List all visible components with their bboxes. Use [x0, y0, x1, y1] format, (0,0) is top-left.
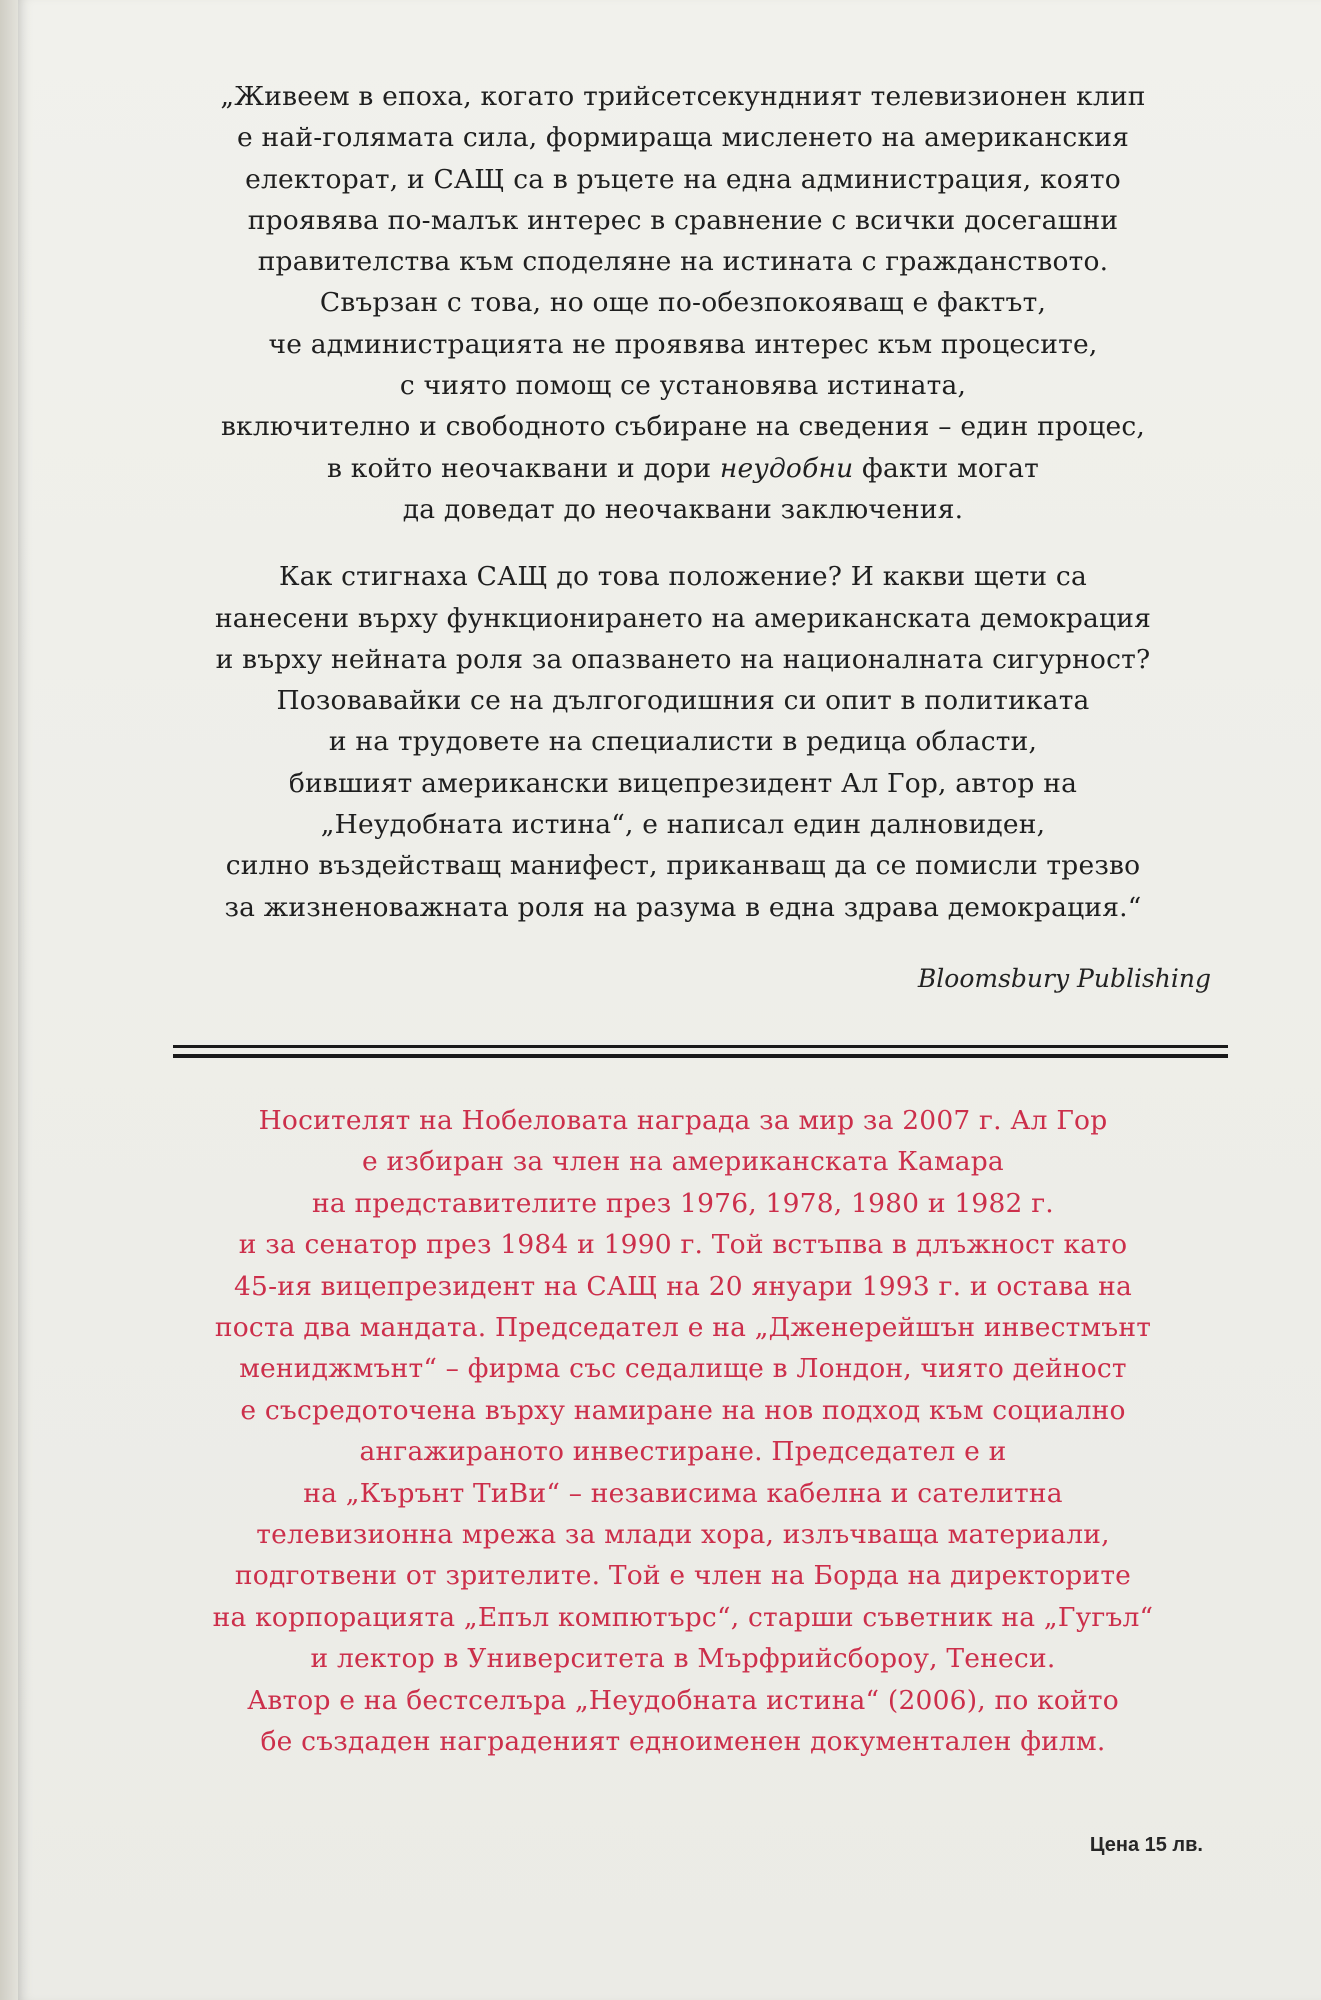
bio-line: бе създаден награденият едноименен документален филм. — [260, 1726, 1106, 1758]
quote-line: е най-голямата сила, формираща мисленето на американския — [236, 122, 1130, 154]
quote-text: в който неочаквани и дори — [327, 452, 720, 484]
quote-line-with-italic — [138, 448, 1228, 489]
blurb-quote — [138, 76, 1228, 928]
quote-line: и върху нейната роля за опазването на националната сигурност? — [215, 643, 1151, 675]
quote-line: и на трудовете на специалисти в редица области, — [328, 726, 1038, 758]
quote-italic-word: неудобни — [719, 452, 854, 484]
bio-line: е избиран за член на американската Камара — [362, 1146, 1004, 1178]
quote-line: включително и свободното събиране на сведения – един процес, — [220, 411, 1146, 443]
rule-line — [173, 1054, 1228, 1058]
quote-line: нанесени върху функционирането на американската демокрация — [214, 602, 1152, 634]
bio-line: на „Кърънт ТиВи“ – независима кабелна и сателитна — [303, 1477, 1063, 1509]
paragraph-gap — [138, 530, 1228, 556]
publisher-attribution: Bloomsbury Publishing — [917, 964, 1211, 993]
quote-line: електорат, и САЩ са в ръцете на една администрация, която — [245, 163, 1121, 195]
bio-line: мениджмънт“ – фирма със седалище в Лондон, чиято дейност — [239, 1353, 1127, 1385]
rule-line — [173, 1045, 1228, 1048]
quote-line: правителства към споделяне на истината с гражданството. — [257, 246, 1109, 278]
bio-line: телевизионна мрежа за млади хора, излъчваща материали, — [256, 1519, 1110, 1551]
bio-line: и лектор в Университета в Мърфрийсбороу, Тенеси. — [310, 1643, 1056, 1675]
book-spine-edge — [0, 0, 18, 2000]
bio-line: и за сенатор през 1984 и 1990 г. Той встъпва в длъжност като — [238, 1229, 1128, 1261]
quote-line: бившият американски вицепрезидент Ал Гор, автор на — [288, 767, 1078, 799]
bio-line: е съсредоточена върху намиране на нов подход към социално — [240, 1394, 1126, 1426]
bio-line: Автор е на бестселъра „Неудобната истина“ (2006), по който — [247, 1684, 1119, 1716]
quote-line: с чиято помощ се установява истината, — [399, 370, 967, 402]
back-cover — [18, 0, 1321, 2000]
quote-line: за жизненоважната роля на разума в една здрава демокрация.“ — [224, 891, 1142, 923]
quote-line: че администрацията не проявява интерес към процесите, — [268, 328, 1098, 360]
quote-line: силно въздействащ манифест, приканващ да се помисли трезво — [225, 850, 1141, 882]
author-biography — [128, 1100, 1238, 1763]
bio-line: на представителите през 1976, 1978, 1980 и 1982 г. — [312, 1187, 1054, 1219]
quote-line: Как стигнаха САЩ до това положение? И какви щети са — [279, 561, 1087, 593]
bio-line: на корпорацията „Епъл компютърс“, старши съветник на „Гугъл“ — [212, 1601, 1154, 1633]
bio-line: Носителят на Нобеловата награда за мир за 2007 г. Ал Гор — [258, 1105, 1108, 1136]
bio-line: 45-ия вицепрезидент на САЩ на 20 януари 1993 г. и остава на — [233, 1270, 1133, 1302]
quote-line: „Живеем в епоха, когато трийсетсекундният телевизионен клип — [220, 81, 1146, 112]
quote-text: факти могат — [853, 452, 1039, 484]
bio-line: поста два мандата. Председател е на „Дженерейшън инвестмънт — [214, 1312, 1152, 1344]
quote-line: „Неудобната истина“, е написал един далновиден, — [320, 809, 1046, 841]
quote-line: Позовавайки се на дългогодишния си опит в политиката — [276, 685, 1090, 717]
quote-line: проявява по-малък интерес в сравнение с всички досегашни — [247, 204, 1119, 236]
price-label: Цена 15 лв. — [1089, 1834, 1203, 1856]
quote-line: да доведат до неочаквани заключения. — [402, 493, 964, 525]
double-rule-divider — [173, 1045, 1228, 1061]
bio-line: подготвени от зрителите. Той е член на Борда на директорите — [234, 1560, 1132, 1592]
quote-line: Свързан с това, но още по-обезпокояващ е фактът, — [319, 287, 1047, 319]
bio-line: ангажираното инвестиране. Председател е и — [359, 1436, 1007, 1468]
